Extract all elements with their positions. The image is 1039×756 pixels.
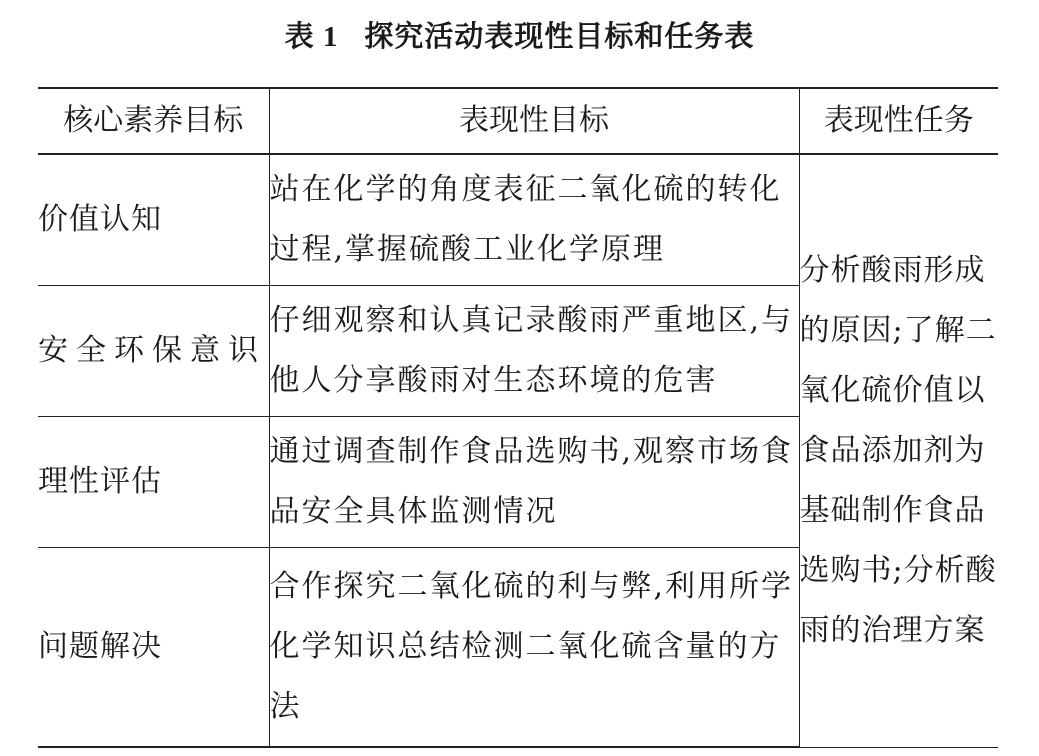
goals-tasks-table xyxy=(38,87,998,748)
table-title: 探究活动表现性目标和任务表 xyxy=(364,19,755,53)
table-number: 表 1 xyxy=(284,21,339,53)
performance-cell: 仔细观察和认真记录酸雨严重地区,与他人分享酸雨对生态环境的危害 xyxy=(269,286,799,417)
header-performance-task: 表现性任务 xyxy=(799,88,998,154)
table-caption xyxy=(0,14,1039,55)
task-cell: 分析酸雨形成的原因;了解二氧化硫价值以食品添加剂为基础制作食品选购书;分析酸雨的治理方案 xyxy=(799,154,998,747)
goal-cell: 安全环保意识 xyxy=(38,286,269,417)
header-performance-goal: 表现性目标 xyxy=(269,88,799,154)
header-core-literacy-goal: 核心素养目标 xyxy=(38,88,269,154)
performance-cell: 站在化学的角度表征二氧化硫的转化过程,掌握硫酸工业化学原理 xyxy=(269,154,799,286)
goal-cell: 理性评估 xyxy=(38,417,269,548)
table-header-row xyxy=(38,88,998,154)
goal-cell: 问题解决 xyxy=(38,548,269,748)
goal-cell: 价值认知 xyxy=(38,154,269,286)
table-row xyxy=(38,154,998,286)
performance-cell: 合作探究二氧化硫的利与弊,利用所学化学知识总结检测二氧化硫含量的方法 xyxy=(269,548,799,748)
performance-cell: 通过调查制作食品选购书,观察市场食品安全具体监测情况 xyxy=(269,417,799,548)
